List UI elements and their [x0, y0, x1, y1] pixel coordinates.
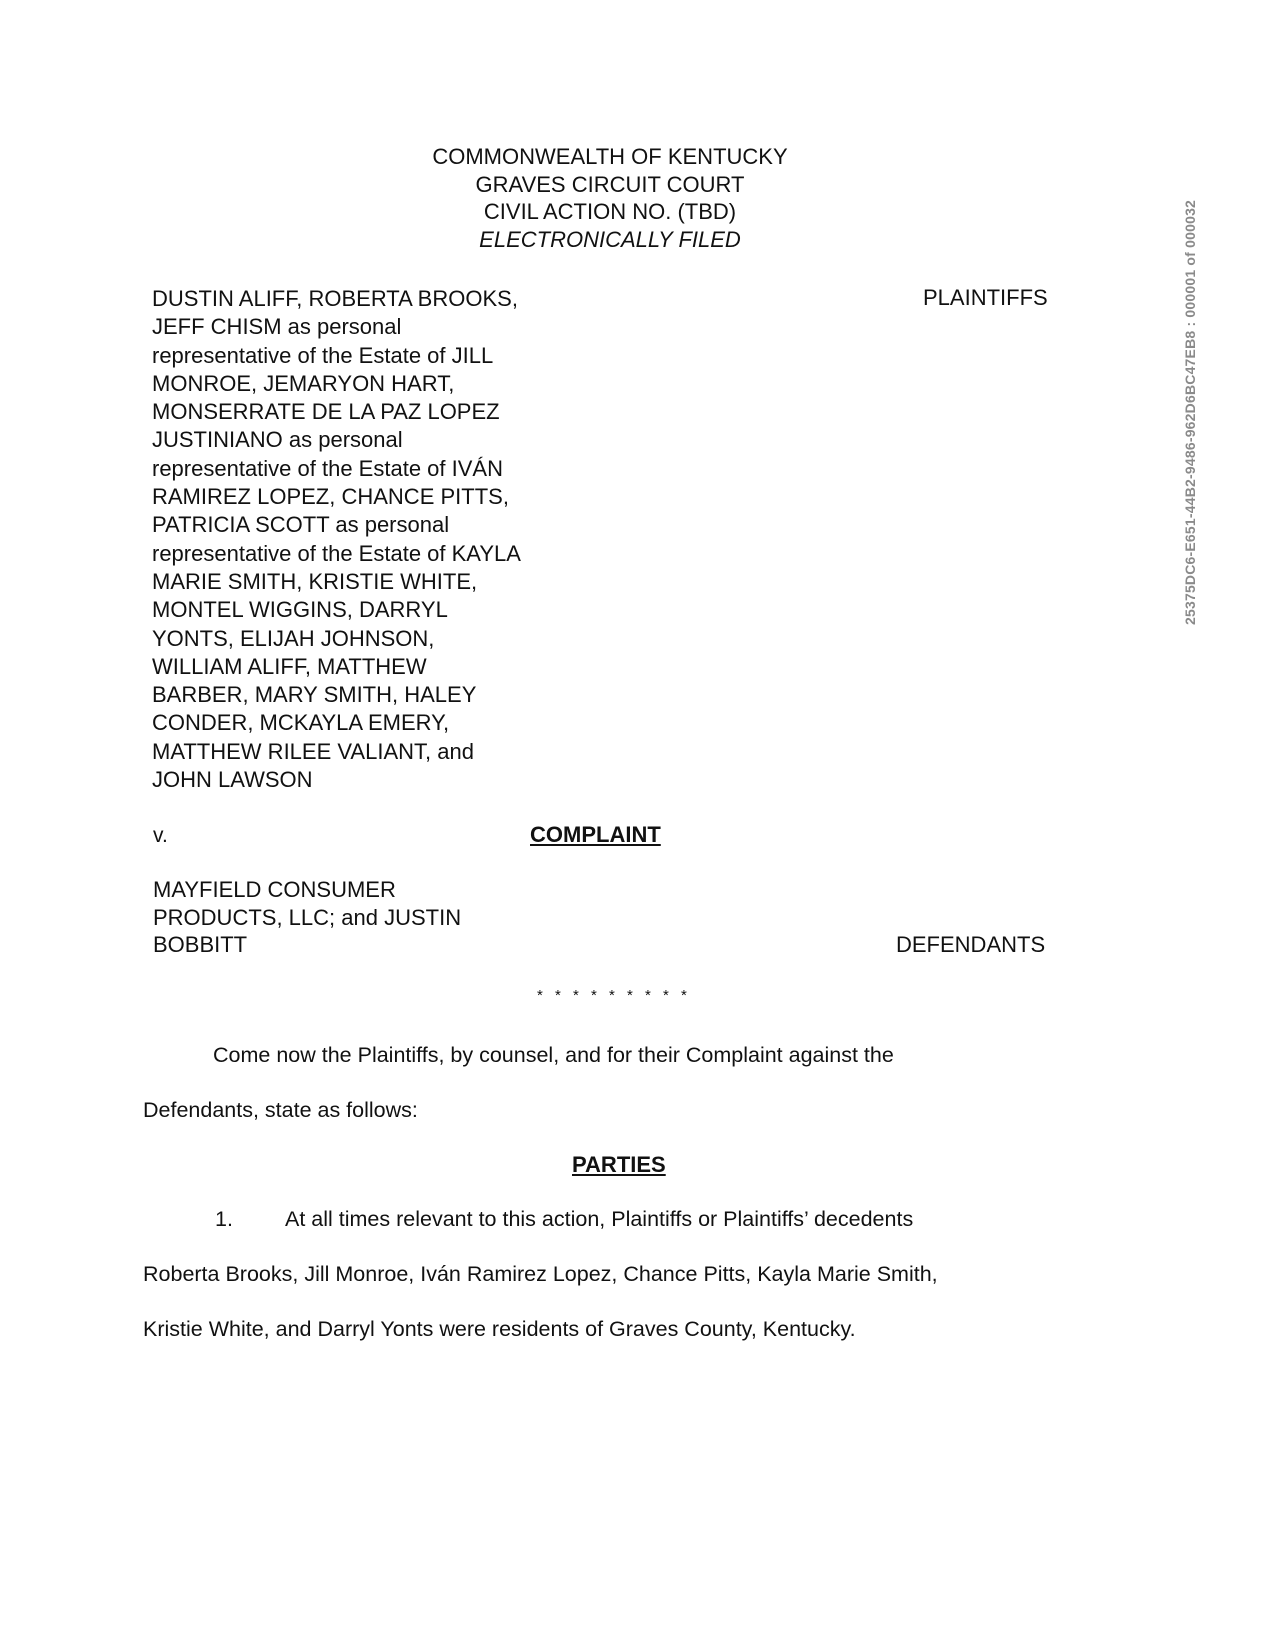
- filing-stamp: 25375DC6-E651-44B2-9486-962D6BC47EB8 : 000001 of 000032: [1182, 199, 1198, 625]
- defendants-line: MAYFIELD CONSUMER: [153, 877, 396, 902]
- plaintiffs-list: [152, 285, 572, 794]
- plaintiffs-line: BARBER, MARY SMITH, HALEY: [152, 682, 477, 708]
- plaintiffs-line: MATTHEW RILEE VALIANT, and: [152, 738, 474, 764]
- plaintiffs-line: representative of the Estate of JILL: [152, 342, 494, 368]
- paragraph-1-line-2: Roberta Brooks, Jill Monroe, Iván Ramirez Lopez, Chance Pitts, Kayla Marie Smith,: [143, 1262, 938, 1286]
- plaintiffs-line: MONROE, JEMARYON HART,: [152, 370, 455, 396]
- intro-line-2: Defendants, state as follows:: [143, 1098, 418, 1122]
- court-name-line: GRAVES CIRCUIT COURT: [475, 171, 745, 197]
- plaintiffs-line: YONTS, ELIJAH JOHNSON,: [152, 625, 435, 651]
- defendants-list: [153, 876, 461, 959]
- plaintiffs-line: JUSTINIANO as personal: [152, 427, 403, 453]
- paragraph-1-line-3: Kristie White, and Darryl Yonts were residents of Graves County, Kentucky.: [143, 1317, 856, 1341]
- separator-asterisks: * * * * * * * * *: [537, 987, 691, 1004]
- plaintiffs-line: JOHN LAWSON: [152, 767, 313, 793]
- electronically-filed-line: ELECTRONICALLY FILED: [479, 226, 741, 252]
- versus-label: v.: [153, 824, 168, 847]
- section-heading-parties: PARTIES: [572, 1152, 666, 1177]
- court-caption-header: [400, 143, 820, 253]
- plaintiffs-line: CONDER, MCKAYLA EMERY,: [152, 710, 450, 736]
- plaintiffs-line: MONTEL WIGGINS, DARRYL: [152, 597, 448, 623]
- defendants-line: BOBBITT: [153, 932, 248, 957]
- plaintiffs-line: WILLIAM ALIFF, MATTHEW: [152, 653, 427, 679]
- defendants-line: PRODUCTS, LLC; and JUSTIN: [153, 904, 462, 930]
- plaintiffs-line: MONSERRATE DE LA PAZ LOPEZ: [152, 399, 500, 425]
- plaintiffs-role-label: PLAINTIFFS: [923, 285, 1048, 310]
- civil-action-line: CIVIL ACTION NO. (TBD): [483, 199, 737, 224]
- intro-line-1: Come now the Plaintiffs, by counsel, and for their Complaint against the: [213, 1043, 894, 1067]
- plaintiffs-line: representative of the Estate of KAYLA: [152, 540, 521, 566]
- paragraph-1-line-1: At all times relevant to this action, Plaintiffs or Plaintiffs’ decedents: [285, 1207, 914, 1231]
- plaintiffs-line: DUSTIN ALIFF, ROBERTA BROOKS,: [152, 286, 518, 311]
- plaintiffs-line: MARIE SMITH, KRISTIE WHITE,: [152, 568, 478, 594]
- plaintiffs-line: representative of the Estate of IVÁN: [152, 455, 503, 481]
- document-title: COMPLAINT: [530, 822, 661, 847]
- plaintiffs-line: PATRICIA SCOTT as personal: [152, 512, 450, 538]
- commonwealth-line: COMMONWEALTH OF KENTUCKY: [432, 144, 788, 169]
- defendants-role-label: DEFENDANTS: [896, 932, 1046, 957]
- plaintiffs-line: RAMIREZ LOPEZ, CHANCE PITTS,: [152, 484, 509, 510]
- plaintiffs-line: JEFF CHISM as personal: [152, 314, 402, 340]
- paragraph-number: 1.: [215, 1207, 233, 1231]
